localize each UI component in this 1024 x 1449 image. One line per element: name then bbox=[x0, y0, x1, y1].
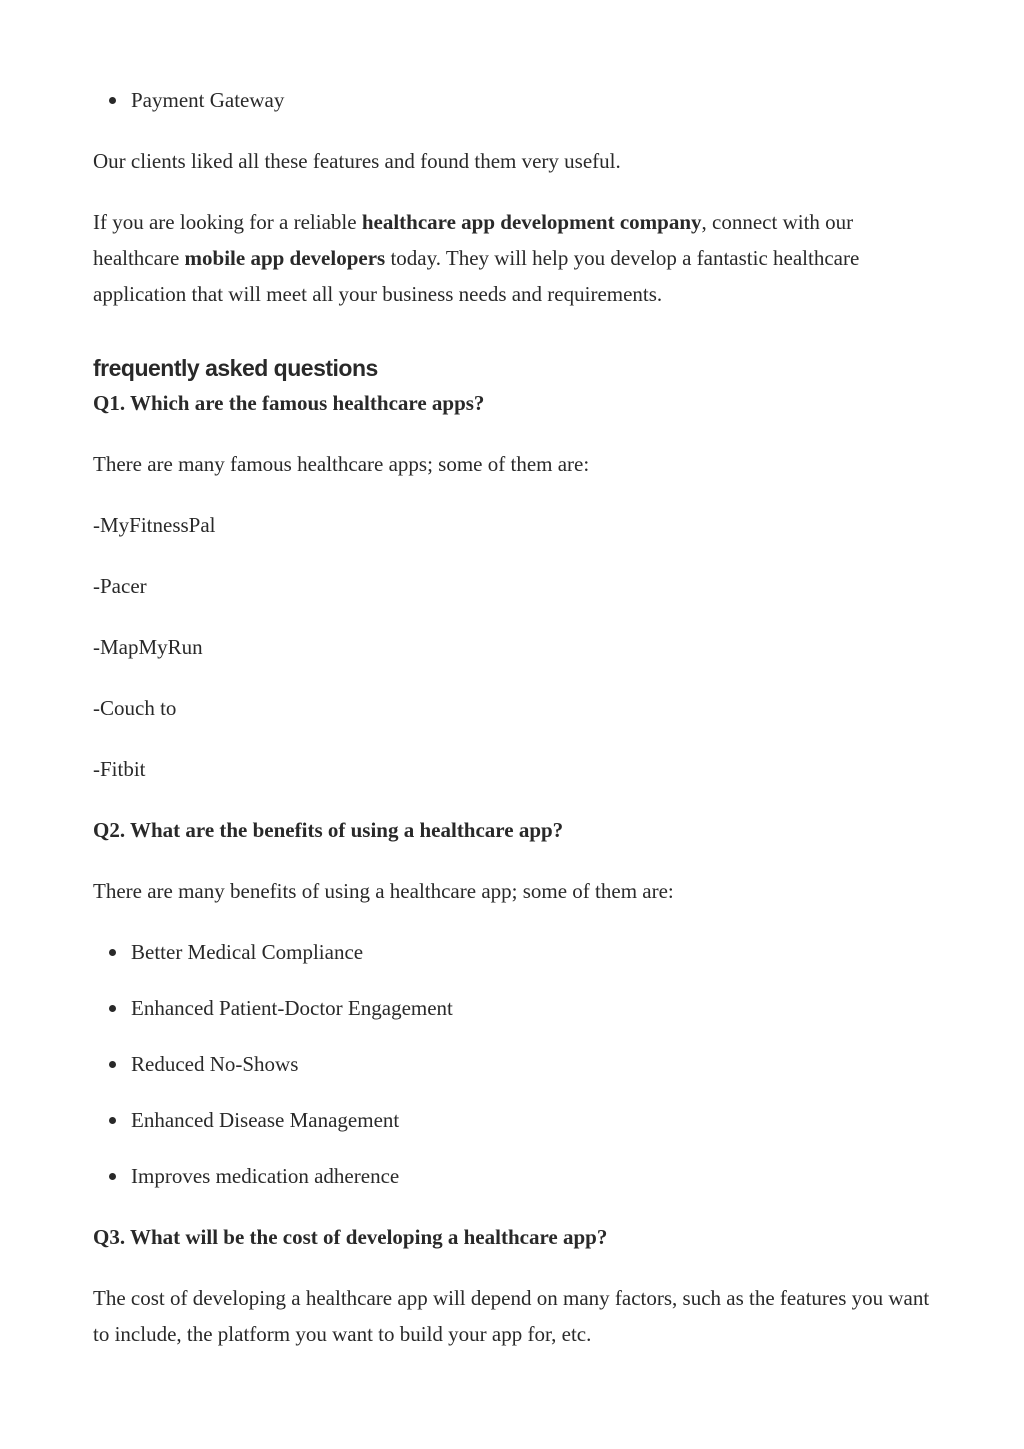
list-item: Reduced No-Shows bbox=[93, 1046, 943, 1082]
text-span: today. They will help you develop a fantastic healthcare application that will meet all your business needs and requirements. bbox=[93, 246, 860, 306]
app-item: -MyFitnessPal bbox=[93, 513, 216, 537]
bold-link-text: mobile app developers bbox=[184, 246, 386, 270]
list-item: Enhanced Patient-Doctor Engagement bbox=[93, 990, 943, 1026]
list-item: Improves medication adherence bbox=[93, 1158, 943, 1194]
paragraph-connect bbox=[93, 204, 943, 312]
faq-answer-2: There are many benefits of using a healthcare app; some of them are: bbox=[93, 879, 674, 903]
list-item: Payment Gateway bbox=[93, 82, 943, 118]
list-item: Better Medical Compliance bbox=[93, 934, 943, 970]
faq-heading: frequently asked questions bbox=[93, 355, 378, 381]
faq-answer-3: The cost of developing a healthcare app will depend on many factors, such as the features you want to include, the platform you want to build your app for, etc. bbox=[93, 1286, 930, 1346]
benefits-list bbox=[93, 934, 943, 1194]
feature-list bbox=[93, 82, 943, 118]
faq-question-3: Q3. What will be the cost of developing a healthcare app? bbox=[93, 1225, 608, 1249]
faq-question-1: Q1. Which are the famous healthcare apps? bbox=[93, 391, 485, 415]
faq-answer-1: There are many famous healthcare apps; some of them are: bbox=[93, 452, 590, 476]
article-body bbox=[93, 82, 943, 1377]
list-item: Enhanced Disease Management bbox=[93, 1102, 943, 1138]
text-span: , connect with our healthcare bbox=[93, 210, 854, 270]
app-item: -Fitbit bbox=[93, 757, 146, 781]
paragraph-clients: Our clients liked all these features and found them very useful. bbox=[93, 149, 621, 173]
bold-link-text: healthcare app development company bbox=[361, 210, 702, 234]
app-item: -Pacer bbox=[93, 574, 147, 598]
faq-question-2: Q2. What are the benefits of using a healthcare app? bbox=[93, 818, 564, 842]
text-span: If you are looking for a reliable bbox=[93, 210, 362, 234]
app-item: -MapMyRun bbox=[93, 635, 203, 659]
app-item: -Couch to bbox=[93, 696, 177, 720]
